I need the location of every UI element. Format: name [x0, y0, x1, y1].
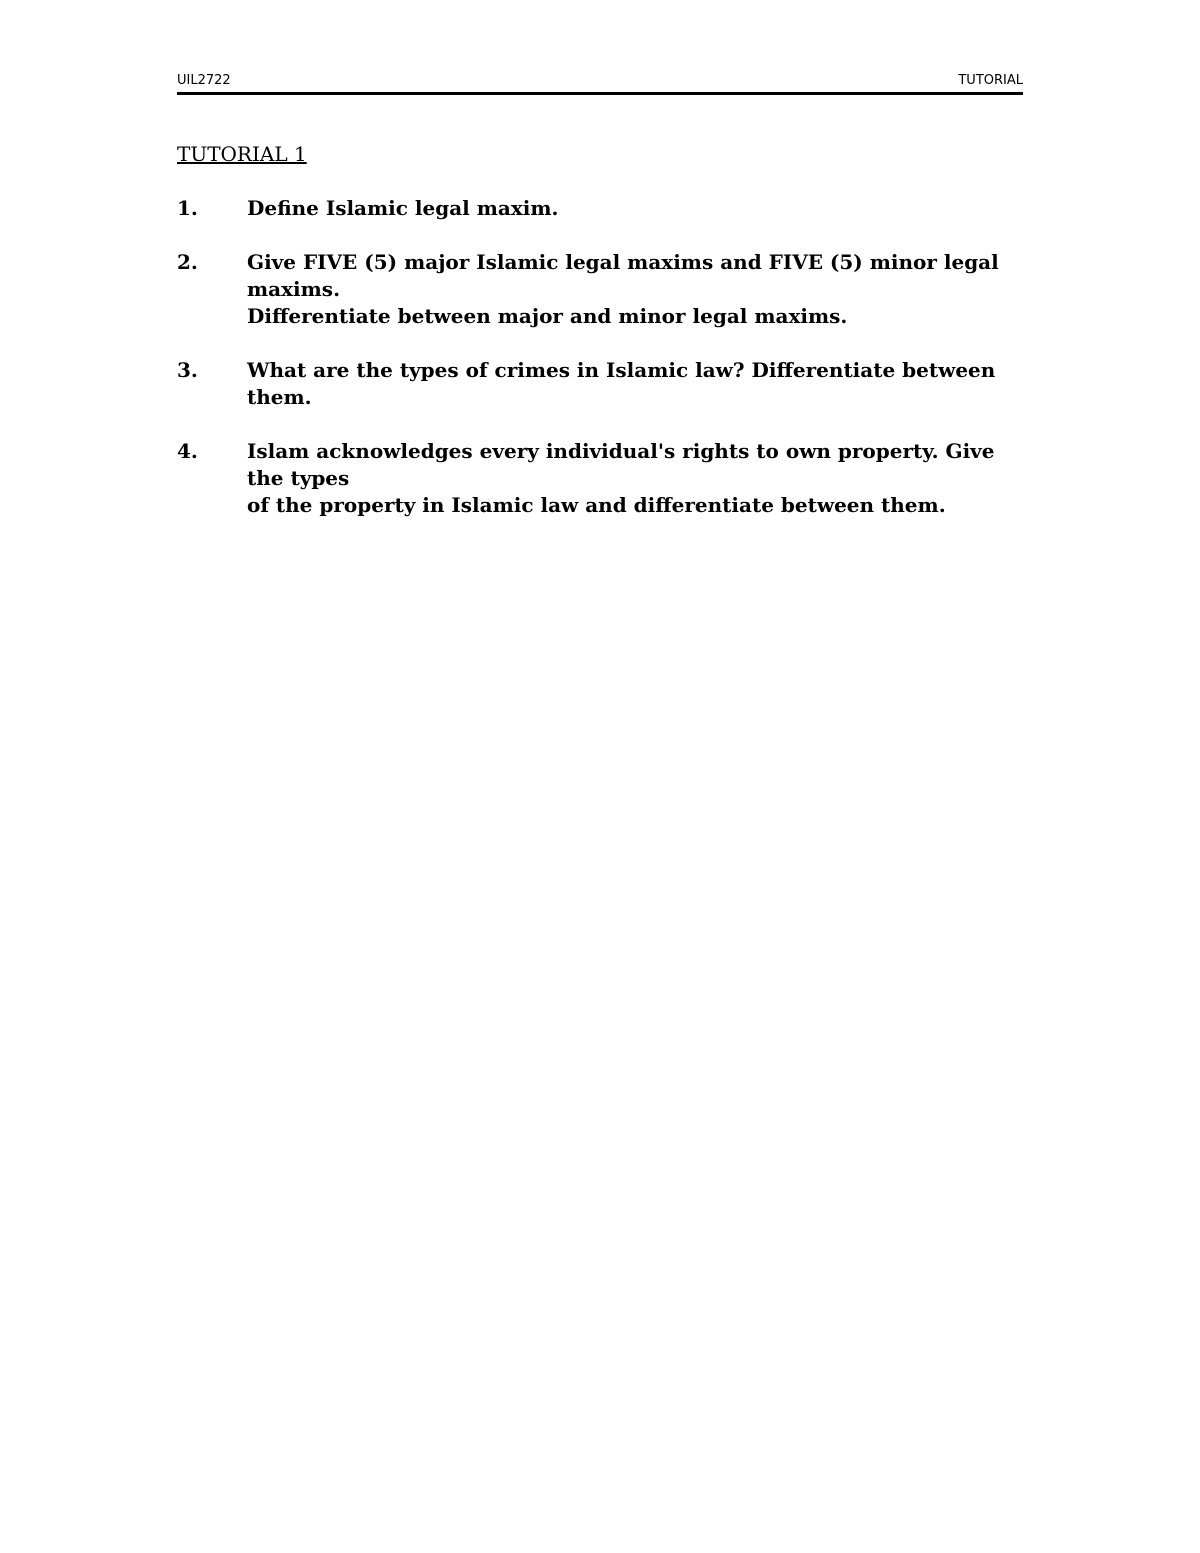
question-line: of the property in Islamic law and differentiate between them.	[247, 493, 946, 517]
question-line: Differentiate between major and minor legal maxims.	[247, 304, 848, 328]
question-line: Define Islamic legal maxim.	[247, 196, 559, 220]
question-text	[247, 357, 1023, 411]
question-item	[177, 249, 1023, 330]
question-item	[177, 438, 1023, 519]
question-text	[247, 249, 1023, 330]
question-item	[177, 195, 1023, 222]
question-text	[247, 195, 1023, 222]
tutorial-title: TUTORIAL 1	[177, 142, 307, 166]
question-number: 1.	[177, 196, 198, 220]
question-number: 2.	[177, 250, 198, 274]
question-text	[247, 438, 1023, 519]
header-section: TUTORIAL	[958, 73, 1023, 88]
page-header	[177, 72, 1023, 95]
question-item	[177, 357, 1023, 411]
course-code: UIL2722	[177, 73, 231, 88]
question-line: Give FIVE (5) major Islamic legal maxims and FIVE (5) minor legal maxims.	[247, 250, 999, 301]
question-line: Islam acknowledges every individual's rights to own property. Give the types	[247, 439, 995, 490]
question-number: 4.	[177, 439, 198, 463]
document-body	[177, 141, 1023, 546]
question-line: What are the types of crimes in Islamic law? Differentiate between them.	[247, 358, 996, 409]
question-number: 3.	[177, 358, 198, 382]
